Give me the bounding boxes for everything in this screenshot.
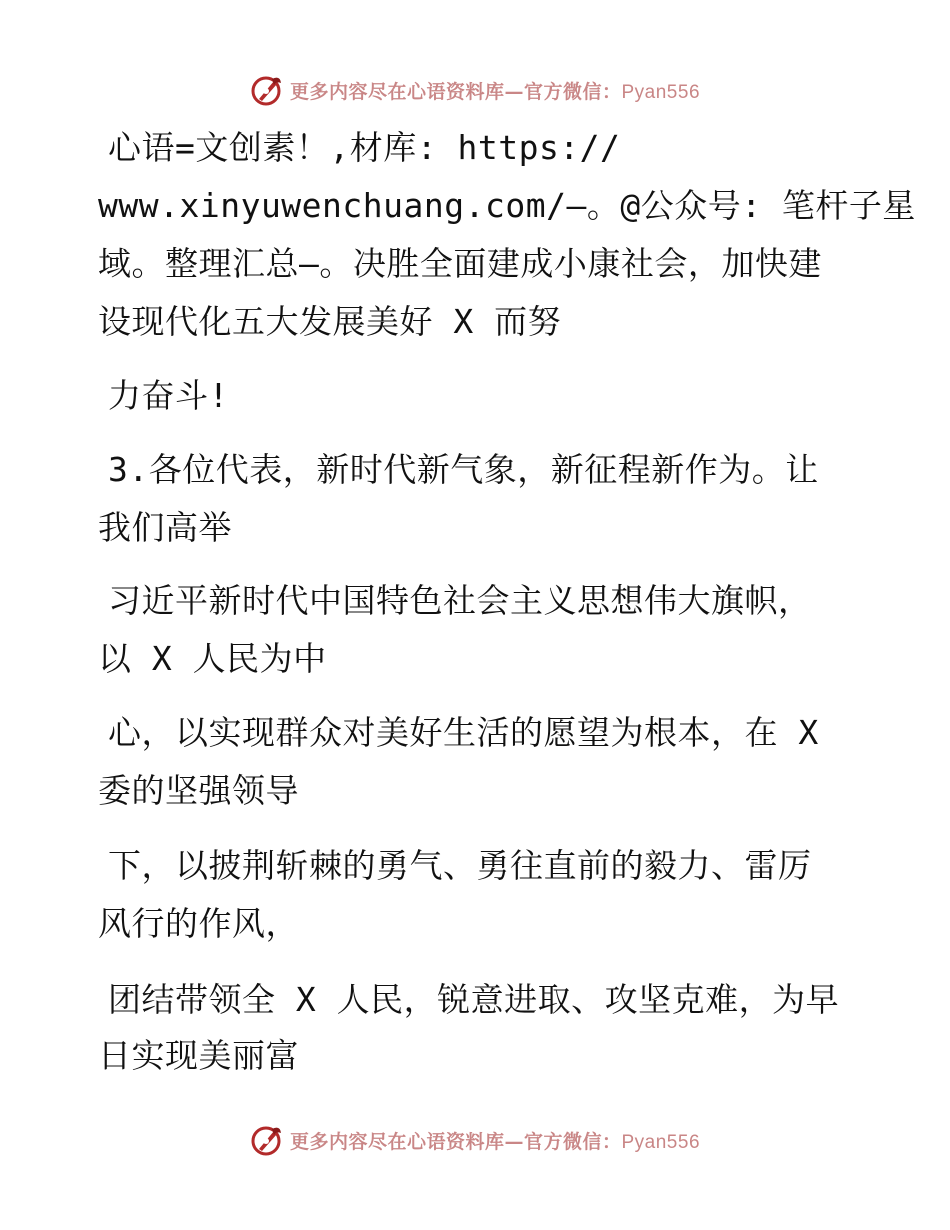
body-line: 心语=文创素！,材库: https:// bbox=[108, 128, 621, 167]
body-line: 习近平新时代中国特色社会主义思想伟大旗帜， bbox=[108, 581, 812, 620]
quill-logo-icon bbox=[250, 1123, 284, 1157]
body-line: 我们高举 bbox=[98, 508, 232, 547]
body-line: 委的坚强领导 bbox=[98, 771, 299, 810]
body-line: 日实现美丽富 bbox=[98, 1036, 299, 1075]
body-line: 力奋斗! bbox=[108, 376, 229, 415]
body-line: 下，以披荆斩棘的勇气、勇往直前的毅力、雷厉 bbox=[108, 846, 812, 885]
body-line: 以 X 人民为中 bbox=[98, 639, 327, 678]
body-line: 风行的作风， bbox=[98, 904, 299, 943]
footer-banner bbox=[0, 1120, 950, 1160]
body-line: www.xinyuwenchuang.com/—。@公众号: 笔杆子星 bbox=[98, 186, 916, 225]
header-banner-text: 更多内容尽在心语资料库—官方微信：Pyan556 bbox=[289, 80, 701, 103]
body-line: 域。整理汇总—。决胜全面建成小康社会，加快建 bbox=[98, 244, 822, 283]
footer-banner-text: 更多内容尽在心语资料库—官方微信：Pyan556 bbox=[289, 1130, 701, 1153]
header-banner bbox=[0, 70, 950, 110]
header-wechat-id: Pyan556 bbox=[621, 81, 701, 103]
body-line: 3.各位代表，新时代新气象，新征程新作为。让 bbox=[108, 450, 819, 489]
body-line: 设现代化五大发展美好 X 而努 bbox=[98, 302, 562, 341]
quill-logo-icon bbox=[250, 73, 284, 107]
body-line: 心，以实现群众对美好生活的愿望为根本，在 X bbox=[108, 713, 819, 752]
body-line: 团结带领全 X 人民，锐意进取、攻坚克难，为早 bbox=[108, 980, 840, 1019]
footer-wechat-id: Pyan556 bbox=[621, 1131, 701, 1153]
